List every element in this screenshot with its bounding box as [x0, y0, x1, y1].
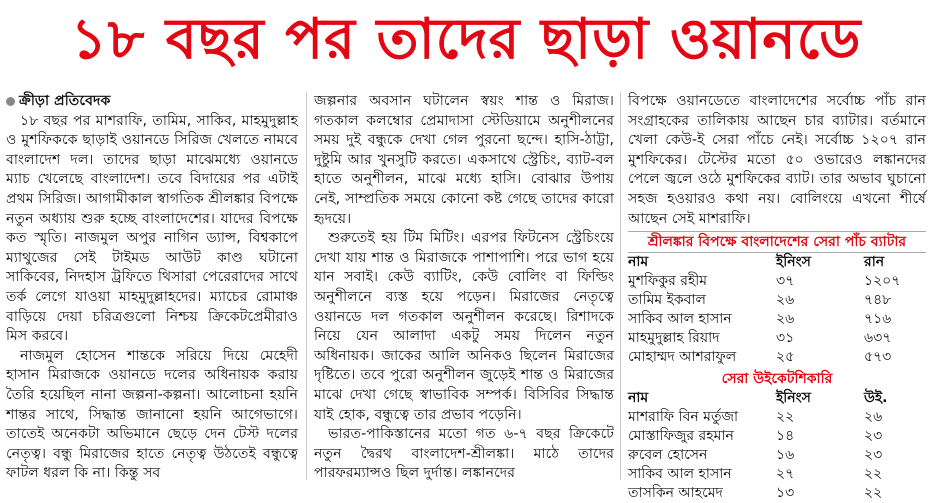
- cell-name: মুশফিকুর রহীম: [628, 273, 708, 290]
- paragraph: শুরুতেই হয় টিম মিটিং। এরপর ফিটনেস স্ট্রেচিংয়ে দেখা যায় শান্ত ও মিরাজকে পাশাপাশি। পরে ভাগ হয়ে যান সবাই। কেউ ব্যাটিং, কেউ বোলিং বা ফিল্ডিং অনুশীলনে ব্যস্ত হয়ে পড়েন। মিরাজের নেতৃত্বে ওয়ানডে দল গতকাল অনুশীলন করেছে। রিশাদকে নিয়ে যেন আলাদা একটু সময় দিলেন নতুন অধিনায়ক। জাকের আলি অনিকও ছিলেন মিরাজের দৃষ্টিতে। তবে পুরো অনুশীলন জুড়েই শান্ত ও মিরাজের মাঝে দেখা গেছে স্বাভাবিক সম্পর্ক। বিসিবির সিদ্ধান্ত যাই হোক, বন্ধুত্বে তার প্রভাব পড়েনি।: [314, 230, 614, 423]
- table-row: [628, 484, 926, 503]
- table-row: [628, 291, 926, 310]
- cell-wickets: ২৬: [864, 409, 883, 426]
- header-innings: ইনিংস: [776, 390, 811, 407]
- paragraph: ১৮ বছর পর মাশরাফি, তামিম, সাকিব, মাহমুদুল্লাহ ও মুশফিককে ছাড়াই ওয়ানডে সিরিজ খেলতে নামবে বাংলাদেশ দল। তাদের ছাড়া মাঝেমধ্যে ওয়ানডে ম্যাচ খেলেছে বাংলাদেশ। তবে বিদায়ের পর এটাই প্রথম সিরিজ। আগামীকাল স্বাগতিক শ্রীলঙ্কার বিপক্ষে নতুন অধ্যায় শুরু হচ্ছে বাংলাদেশের। যাদের বিপক্ষে কত স্মৃতি। নাজমুল অপুর নাগিন ড্যান্স, বিশ্বকাপে ম্যাথুজের সেই টাইমড আউট কাণ্ড ঘটানো সাকিবের, নিদহাস ট্রফিতে থিসারা পেরেরাদের সাথে তর্ক লেগে যাওয়া মাহমুদুল্লাহদের। ম্যাচের রোমাঞ্চ বাড়িয়ে দেয়া চরিত্রগুলো নিশ্চয় ক্রিকেটপ্রেমীরাও মিস করবে।: [6, 112, 298, 345]
- table-row: [628, 408, 926, 427]
- paragraph: নাজমুল হোসেন শান্তকে সরিয়ে দিয়ে মেহেদী হাসান মিরাজকে ওয়ানডে দলের অধিনায়ক করায় তৈরি হয়েছিল নানা জল্পনা-কল্পনা। আলোচনা হয়নি শান্তর সাথে, সিদ্ধান্ত জানানো হয়নি আগেভাগে। তাতেই অনেকটা অভিমানে ছেড়ে দেন টেস্ট দলের নেতৃত্ব। বন্ধু মিরাজের হাতে নেতৃত্ব উঠতেই বন্ধুত্বে ফাটল ধরল কি না। কিন্তু সব: [6, 347, 298, 482]
- article-column-3: [628, 92, 926, 502]
- cell-innings: ১৪: [776, 428, 795, 445]
- table-row: [628, 446, 926, 465]
- byline: [6, 92, 298, 112]
- paragraph: বিপক্ষে ওয়ানডেতে বাংলাদেশের সর্বোচ্চ পাঁচ রান সংগ্রাহকের তালিকায় আছেন চার ব্যাটার। বর্তমানে খেলা কেউ-ই সেরা পাঁচে নেই। সর্বোচ্চ ১২০৭ রান মুশফিকের। টেস্টের মতো ৫০ ওভারেও লঙ্কানদের পেলে জ্বলে ওঠে মুশফিকের ব্যাট। তার অভাব ঘুচানো সহজ হওয়ারও কথা নয়। বোলিংয়ে এখনো শীর্ষে আছেন সেই মাশরাফি।: [628, 93, 926, 227]
- header-wickets: উই.: [864, 390, 888, 407]
- cell-name: তামিম ইকবাল: [628, 292, 706, 309]
- bowlers-table-title: সেরা উইকেটশিকারি: [721, 371, 833, 388]
- cell-innings: ২২: [776, 409, 795, 426]
- cell-name: মোহাম্মদ আশরাফুল: [628, 349, 737, 366]
- header-runs: রান: [864, 254, 885, 271]
- article-column-1: [6, 92, 298, 482]
- cell-name: মাশরাফি বিন মর্তুজা: [628, 409, 739, 426]
- column-divider: [620, 92, 621, 480]
- cell-name: মাহমুদুল্লাহ রিয়াদ: [628, 330, 720, 347]
- cell-innings: ১৩: [776, 485, 795, 502]
- cell-innings: ৩১: [776, 330, 795, 347]
- cell-name: সাকিব আল হাসান: [628, 311, 732, 328]
- cell-innings: ২৫: [776, 349, 795, 366]
- table-row: [628, 272, 926, 291]
- paragraph: জল্পনার অবসান ঘটালেন স্বয়ং শান্ত ও মিরাজ। গতকাল কলম্বোর প্রেমাদাসা স্টেডিয়ামে অনুশীলনের সময় দুই বন্ধুকে দেখা গেল পুরনো ছন্দে। হাসি-ঠাট্টা, দুষ্টুমি আর খুনসুটি করতে। একসাথে স্ট্রেচিং, ব্যাট-বল হাতে অনুশীলন, মাঝে মধ্যে হাসি। বোঝার উপায় নেই, সাম্প্রতিক সময়ে কোনো কষ্ট গেছে তাদের কারো হৃদয়ে।: [314, 93, 614, 227]
- cell-innings: ১৬: [776, 447, 795, 464]
- table-header-row: [628, 389, 926, 408]
- header-name: নাম: [628, 254, 649, 271]
- table-header-row: [628, 253, 926, 272]
- cell-name: রুবেল হোসেন: [628, 447, 708, 464]
- header-innings: ইনিংস: [776, 254, 811, 271]
- cell-name: মোস্তাফিজুর রহমান: [628, 428, 734, 445]
- cell-innings: ৩৭: [776, 273, 795, 290]
- cell-wickets: ২২: [864, 485, 883, 502]
- table-row: [628, 427, 926, 446]
- cell-runs: ৭১৬: [864, 311, 892, 328]
- article-column-2: [314, 92, 614, 482]
- table-row: [628, 310, 926, 329]
- column-divider: [306, 92, 307, 480]
- cell-wickets: ২৩: [864, 447, 883, 464]
- table-row: [628, 329, 926, 348]
- headline: ১৮ বছর পর তাদের ছাড়া ওয়ানডে: [70, 7, 862, 72]
- table-row: [628, 465, 926, 484]
- bowlers-table: [628, 389, 926, 503]
- cell-innings: ২৬: [776, 292, 795, 309]
- paragraph: ভারত-পাকিস্তানের মতো গত ৬-৭ বছর ক্রিকেটে নতুন দ্বৈরথ বাংলাদেশ-শ্রীলঙ্কা। মাঠে তাদের পারফরম্যান্সও ছিল দুর্দান্ত। লঙ্কানদের: [314, 426, 614, 482]
- cell-runs: ১২০৭: [864, 273, 901, 290]
- cell-runs: ৫৭৩: [864, 349, 892, 366]
- table-row: [628, 348, 926, 367]
- header-name: নাম: [628, 390, 649, 407]
- cell-name: তাসকিন আহমেদ: [628, 485, 723, 502]
- cell-runs: ৬৩৭: [864, 330, 892, 347]
- cell-runs: ৭৪৮: [864, 292, 892, 309]
- cell-innings: ২৬: [776, 311, 795, 328]
- batters-table: [628, 253, 926, 367]
- byline-text: ক্রীড়া প্রতিবেদক: [19, 93, 111, 109]
- cell-innings: ২৭: [776, 466, 795, 483]
- bullet-icon: [6, 97, 15, 106]
- cell-wickets: ২২: [864, 466, 883, 483]
- batters-table-title: শ্রীলঙ্কার বিপক্ষে বাংলাদেশের সেরা পাঁচ ব্যাটার: [628, 231, 926, 253]
- cell-wickets: ২৩: [864, 428, 883, 445]
- cell-name: সাকিব আল হাসান: [628, 466, 732, 483]
